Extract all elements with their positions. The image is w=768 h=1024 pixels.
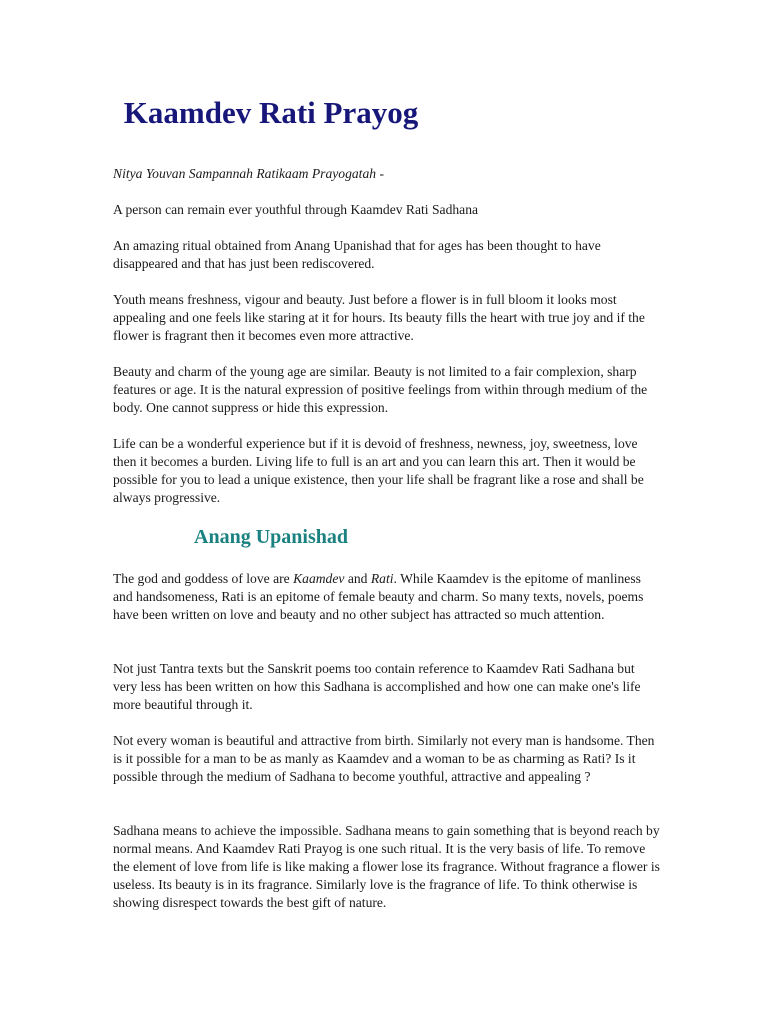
subtitle-text: Nitya Youvan Sampannah Ratikaam Prayogatah [113,166,377,181]
subtitle-dash: - [376,166,384,181]
section-paragraph-1 [113,570,661,624]
subtitle [113,165,384,183]
intro-paragraph: A person can remain ever youthful through Kaamdev Rati Sadhana [113,202,479,217]
section-heading: Anang Upanishad [194,526,348,548]
section-p1-before: The god and goddess of love are [113,571,294,586]
section-paragraph-3: Not every woman is beautiful and attractive from birth. Similarly not every man is handsome. Then is it possible for a man to be as manly as Kaamdev and a woman to be as charming as Rati? Is it possible through the medium of Sadhana to become youthful, attractive and appealing ? [113,733,655,784]
section-paragraph-4: Sadhana means to achieve the impossible. Sadhana means to gain something that is beyond reach by normal means. And Kaamdev Rati Prayog is one such ritual. It is the very basis of life. To remove the element of love from life is like making a flower lose its fragrance. Without fragrance a flower is useless. Its beauty is in its fragrance. Similarly love is the fragrance of life. To think otherwise is showing disrespect towards the best gift of nature. [113,823,660,910]
paragraph-2: Youth means freshness, vigour and beauty. Just before a flower is in full bloom it looks most appealing and one feels like staring at it for hours. Its beauty fills the heart with true joy and if the flower is fragrant then it becomes even more attractive. [113,292,645,343]
paragraph-4: Life can be a wonderful experience but if it is devoid of freshness, newness, joy, sweetness, love then it becomes a burden. Living life to full is an art and you can learn this art. Then it would be possible for you to lead a unique existence, then your life shall be fragrant like a rose and shall be always progressive. [113,436,644,505]
section-paragraph-2: Not just Tantra texts but the Sanskrit poems too contain reference to Kaamdev Rati Sadhana but very less has been written on how this Sadhana is accomplished and how one can make one's life more beautiful through it. [113,661,641,712]
paragraph-3: Beauty and charm of the young age are similar. Beauty is not limited to a fair complexion, sharp features or age. It is the natural expression of positive feelings from within through medium of the body. One cannot suppress or hide this expression. [113,364,648,415]
section-p1-mid: and [344,571,371,586]
paragraph-1: An amazing ritual obtained from Anang Upanishad that for ages has been thought to have disappeared and that has just been rediscovered. [113,238,601,271]
page-title: Kaamdev Rati Prayog [123,95,419,130]
section-p1-rati: Rati [370,571,394,586]
section-p1-after: . While Kaamdev is the epitome of manliness and handsomeness, Rati is an epitome of female beauty and charm. So many texts, novels, poems have been written on love and beauty and no other subject has attracted so much attention. [113,571,644,622]
section-p1-kaamdev: Kaamdev [293,571,345,586]
